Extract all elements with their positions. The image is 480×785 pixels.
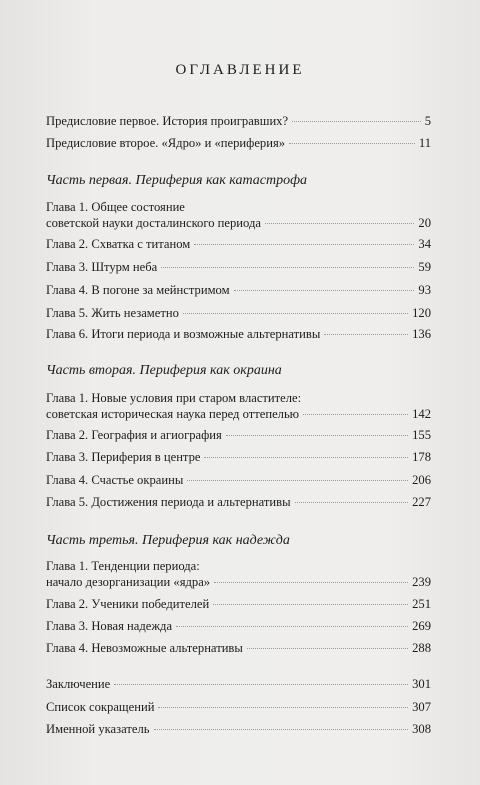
leader-dots: [234, 290, 415, 291]
toc-entry-part2-ch5[interactable]: [46, 494, 431, 510]
leader-dots: [289, 143, 415, 144]
toc-entry-part1-ch3[interactable]: [46, 259, 431, 275]
entry-page: 155: [412, 428, 431, 442]
entry-label: Глава 2. Схватка с титаном: [46, 237, 191, 251]
leader-dots: [247, 648, 408, 649]
entry-page: 93: [418, 283, 431, 297]
entry-page: 251: [412, 597, 431, 611]
toc-entry-conclusion[interactable]: [46, 676, 431, 692]
leader-dots: [154, 729, 409, 730]
entry-label: Заключение: [46, 677, 111, 691]
entry-label: Глава 3. Новая надежда: [46, 619, 173, 633]
entry-page: 34: [418, 237, 431, 251]
entry-label: Именной указатель: [46, 722, 150, 736]
entry-page: 59: [418, 260, 431, 274]
leader-dots: [204, 457, 408, 458]
leader-dots: [292, 121, 421, 122]
leader-dots: [183, 313, 408, 314]
entry-label: Глава 4. В погоне за мейнстримом: [46, 283, 230, 297]
toc-entry-part3-ch4[interactable]: [46, 640, 431, 656]
entry-page: 308: [412, 722, 431, 736]
leader-dots: [226, 435, 408, 436]
entry-label: Глава 5. Достижения периода и альтернативы: [46, 495, 291, 509]
leader-dots: [324, 334, 408, 335]
entry-label: Список сокращений: [46, 700, 155, 714]
toc-title: ОГЛАВЛЕНИЕ: [175, 62, 305, 78]
entry-page: 20: [418, 216, 431, 230]
entry-label: Глава 4. Невозможные альтернативы: [46, 641, 243, 655]
leader-dots: [213, 604, 408, 605]
toc-entry-part1-ch1[interactable]: [46, 199, 431, 231]
entry-label: Глава 2. Ученики победителей: [46, 597, 210, 611]
entry-page: 206: [412, 473, 431, 487]
entry-label-line2: советская историческая наука перед оттепелью: [46, 407, 300, 421]
entry-label: Глава 3. Периферия в центре: [46, 450, 201, 464]
leader-dots: [303, 414, 408, 415]
leader-dots: [214, 582, 408, 583]
leader-dots: [161, 267, 414, 268]
entry-page: 142: [412, 407, 431, 421]
entry-label-line1: Глава 1. Новые условия при старом властителе:: [46, 391, 302, 405]
toc-entry-part2-ch1[interactable]: [46, 390, 431, 422]
entry-page: 301: [412, 677, 431, 691]
leader-dots: [158, 707, 408, 708]
toc-entry-part1-ch6[interactable]: [46, 326, 431, 342]
entry-label: Глава 5. Жить незаметно: [46, 306, 179, 320]
entry-label: Глава 3. Штурм неба: [46, 260, 158, 274]
toc-entry-part1-ch2[interactable]: [46, 236, 431, 252]
part-heading-1: Часть первая. Периферия как катастрофа: [46, 173, 308, 188]
entry-label-line2: начало дезорганизации «ядра»: [46, 575, 211, 589]
leader-dots: [194, 244, 414, 245]
entry-label: Глава 2. География и агиография: [46, 428, 222, 442]
entry-page: 136: [412, 327, 431, 341]
toc-entry-part2-ch2[interactable]: [46, 427, 431, 443]
toc-entry-preface-2[interactable]: [46, 135, 431, 151]
entry-label-line2: советской науки досталинского периода: [46, 216, 261, 230]
entry-page: 120: [412, 306, 431, 320]
toc-entry-abbreviations[interactable]: [46, 699, 431, 715]
entry-label-line1: Глава 1. Тенденции периода:: [46, 559, 200, 573]
entry-page: 178: [412, 450, 431, 464]
entry-page: 269: [412, 619, 431, 633]
part-heading-2: Часть вторая. Периферия как окраина: [46, 363, 282, 378]
toc-entry-part2-ch4[interactable]: [46, 472, 431, 488]
part-heading-3: Часть третья. Периферия как надежда: [46, 533, 290, 548]
entry-page: 11: [418, 136, 431, 150]
entry-page: 227: [412, 495, 431, 509]
entry-label: Предисловие первое. История проигравших?: [46, 114, 289, 128]
entry-page: 5: [424, 114, 431, 128]
toc-entry-part3-ch2[interactable]: [46, 596, 431, 612]
entry-page: 288: [412, 641, 431, 655]
leader-dots: [265, 223, 414, 224]
entry-label: Предисловие второе. «Ядро» и «периферия»: [46, 136, 286, 150]
toc-entry-part1-ch4[interactable]: [46, 282, 431, 298]
toc-entry-part1-ch5[interactable]: [46, 305, 431, 321]
toc-entry-part2-ch3[interactable]: [46, 449, 431, 465]
entry-page: 239: [412, 575, 431, 589]
toc-entry-preface-1[interactable]: [46, 113, 431, 129]
toc-entry-part3-ch1[interactable]: [46, 558, 431, 590]
entry-label: Глава 6. Итоги периода и возможные альтернативы: [46, 327, 321, 341]
toc-entry-name-index[interactable]: [46, 721, 431, 737]
leader-dots: [114, 684, 408, 685]
leader-dots: [187, 480, 408, 481]
entry-label: Глава 4. Счастье окраины: [46, 473, 184, 487]
entry-label-line1: Глава 1. Общее состояние: [46, 200, 185, 214]
leader-dots: [176, 626, 408, 627]
toc-entry-part3-ch3[interactable]: [46, 618, 431, 634]
entry-page: 307: [412, 700, 431, 714]
leader-dots: [295, 502, 409, 503]
